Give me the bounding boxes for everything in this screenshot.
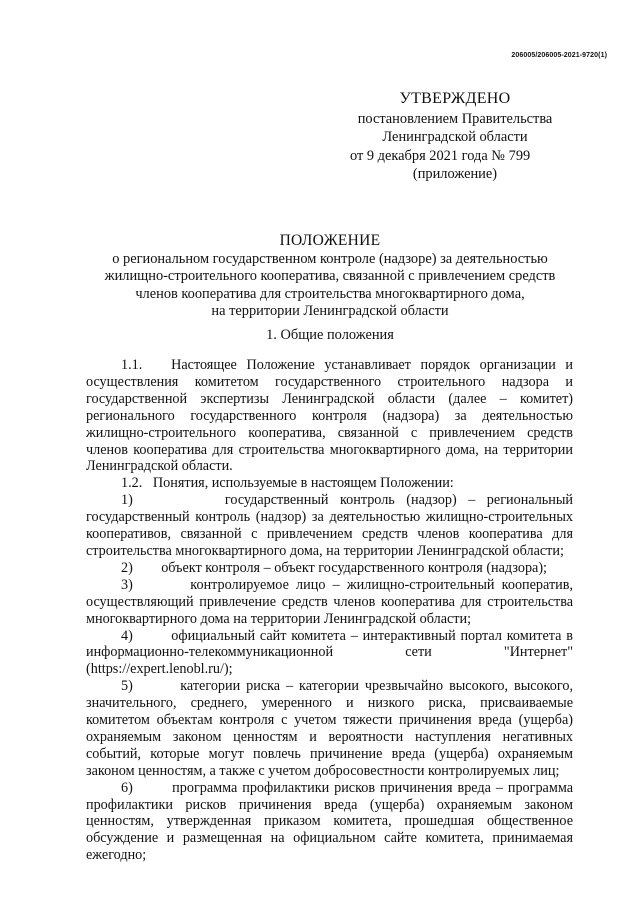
paragraph: 4) официальный сайт комитета – интерактивный портал комитета в информационно-телекоммуникационной сети "Интернет" (https://expert.lenobl.ru/); xyxy=(86,627,573,678)
document-subtitle-line: членов кооператива для строительства многоквартирного дома, xyxy=(135,285,525,302)
paragraph: 1) государственный контроль (надзор) – региональный государственный контроль (надзор) за деятельностью жилищно-строительных кооперативов, связанной с привлечением средств членов кооператива для строительства многоквартирного дома, на территории Ленинградской области; xyxy=(86,492,573,559)
approval-line-4: (приложение) xyxy=(412,166,498,182)
paragraph: 2) объект контроля – объект государственного контроля (надзора); xyxy=(121,559,547,576)
approval-stamp xyxy=(350,90,560,184)
document-subtitle-line: о региональном государственном контроле (надзоре) за деятельностью xyxy=(112,250,548,267)
document-title: ПОЛОЖЕНИЕ xyxy=(279,232,381,249)
document-subtitle-line: на территории Ленинградской области xyxy=(211,303,449,319)
document-title-block xyxy=(60,232,600,321)
paragraph: 5) категории риска – категории чрезвычайно высокого, высокого, значительного, среднего, умеренного и низкого риска, присваиваемые комитетом объектам контроля с учетом тяжести причинения вреда (ущерба) охраняемым законом ценностям и вероятности наступления негативных событий, которые могут повлечь причинение вреда (ущерба) охраняемым законом ценностям, а также с учетом добросовестности контролируемых лиц; xyxy=(86,678,573,779)
document-id: 206005/206005-2021-9720(1) xyxy=(511,52,607,59)
paragraph: 1.2. Понятия, используемые в настоящем Положении: xyxy=(121,475,454,492)
paragraph: 3) контролируемое лицо – жилищно-строительный кооператив, осуществляющий привлечение средств членов кооператива для строительства многоквартирного дома на территории Ленинградской области; xyxy=(86,576,573,627)
paragraph: 6) программа профилактики рисков причинения вреда – программа профилактики рисков причинения вреда (ущерба) охраняемым законом ценностям, утвержденная приказом комитета, прошедшая общественное обсуждение и размещенная на официальном сайте комитета, принимаемая ежегодно; xyxy=(86,779,573,864)
approval-heading: УТВЕРЖДЕНО xyxy=(399,90,511,107)
approval-line-3: от 9 декабря 2021 года № 799 xyxy=(350,147,531,164)
document-subtitle-line: жилищно-строительного кооператива, связанной с привлечением средств xyxy=(104,268,556,284)
approval-line-1: постановлением Правительства xyxy=(357,110,553,127)
paragraph: 1.1. Настоящее Положение устанавливает порядок организации и осуществления комитетом государственного строительного надзора и государственной экспертизы Ленинградской области (далее – комитет) регионального государственного контроля (надзора) за деятельностью жилищно-строительного кооператива, связанной с привлечением средств членов кооператива для строительства многоквартирного дома, на территории Ленинградской области. xyxy=(86,357,573,475)
section-title: 1. Общие положения xyxy=(266,327,394,343)
approval-line-2: Ленинградской области xyxy=(382,129,528,145)
document-body xyxy=(86,357,573,864)
